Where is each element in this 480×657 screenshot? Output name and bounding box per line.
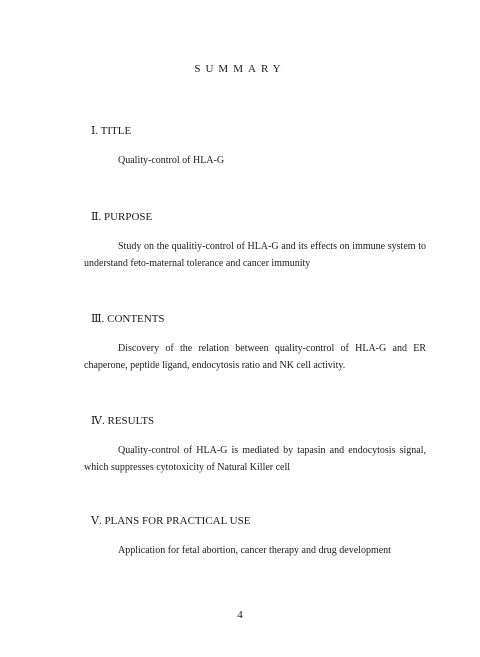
section-body-results	[84, 442, 426, 476]
section-title-title: Ⅰ. TITLE	[91, 125, 132, 137]
section-text-contents: Discovery of the relation between quality-control of HLA-G and ER chaperone, peptide ligand, endocytosis ratio and NK cell activity.	[84, 343, 426, 371]
section-text-results: Quality-control of HLA-G is mediated by tapasin and endocytosis signal, which suppresses cytotoxicity of Natural Killer cell	[84, 445, 426, 473]
section-text-plans: Application for fetal abortion, cancer therapy and drug development	[118, 545, 391, 556]
page-number: 4	[237, 609, 243, 621]
section-text-title: Quality-control of HLA-G	[118, 155, 225, 166]
section-title-plans: Ⅴ. PLANS FOR PRACTICAL USE	[91, 515, 251, 527]
section-body-plans	[84, 542, 426, 559]
section-title-contents: Ⅲ. CONTENTS	[91, 313, 165, 325]
section-text-purpose: Study on the qualitiy-control of HLA-G and its effects on immune system to understand feto-maternal tolerance and cancer immunity	[84, 241, 426, 269]
section-title-results: Ⅳ. RESULTS	[91, 415, 155, 427]
section-body-title	[84, 152, 426, 169]
section-title-purpose: Ⅱ. PURPOSE	[91, 211, 153, 223]
section-body-contents	[84, 340, 426, 374]
section-body-purpose	[84, 238, 426, 272]
summary-heading: SUMMARY	[194, 63, 286, 75]
